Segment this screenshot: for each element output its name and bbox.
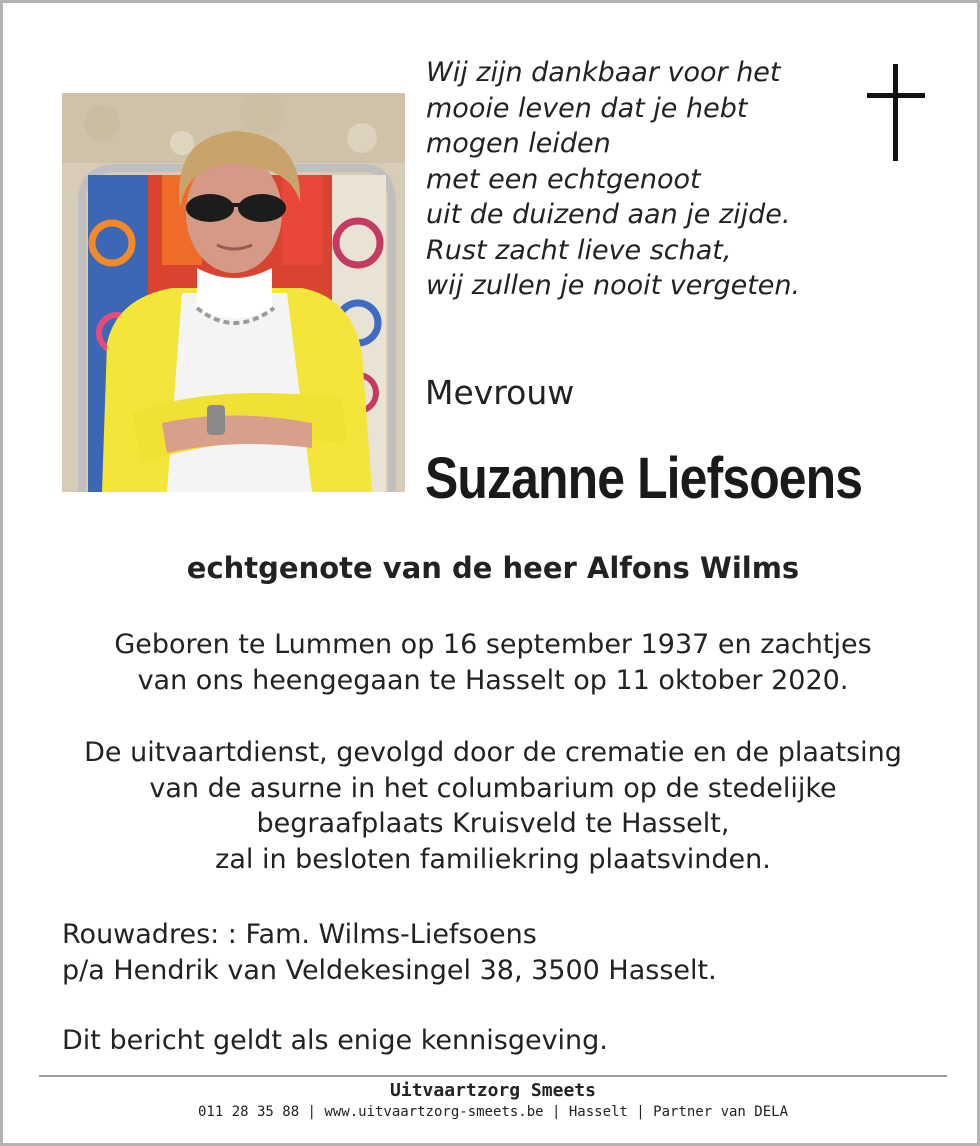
spouse-line: echtgenote van de heer Alfons Wilms (186, 551, 800, 585)
poem-line: uit de duizend aan je zijde. (426, 199, 791, 230)
poem-line: mogen leiden (426, 128, 611, 159)
mourning-address (62, 917, 717, 988)
poem-line: met een echtgenoot (426, 163, 701, 195)
divider (39, 1075, 947, 1077)
notice-text: Dit bericht geldt als enige kennisgeving. (62, 1025, 608, 1056)
address-line: Rouwadres: : Fam. Wilms-Liefsoens (62, 919, 537, 950)
service-line: De uitvaartdienst, gevolgd door de crematie en de plaatsing (84, 737, 902, 768)
memorial-poem (426, 55, 856, 304)
poem-line: Rust zacht lieve schat, (426, 234, 732, 266)
salutation: Mevrouw (425, 373, 575, 412)
cross-icon (867, 64, 925, 161)
deceased-name: Suzanne Liefsoens (425, 446, 863, 511)
portrait-photo (62, 93, 405, 492)
birth-death-info (3, 627, 980, 698)
funeral-home-contact: 011 28 35 88 | www.uitvaartzorg-smeets.be | Hasselt | Partner van DELA (197, 1104, 788, 1120)
service-line: van de asurne in het columbarium op de stedelijke (149, 772, 837, 804)
poem-line: mooie leven dat je hebt (426, 92, 748, 124)
address-line: p/a Hendrik van Veldekesingel 38, 3500 Hasselt. (62, 954, 717, 986)
poem-line: Wij zijn dankbaar voor het (426, 57, 781, 88)
birth-death-line: Geboren te Lummen op 16 september 1937 en zachtjes (114, 629, 872, 660)
service-line: begraafplaats Kruisveld te Hasselt, (256, 808, 730, 839)
service-line: zal in besloten familiekring plaatsvinden. (215, 843, 771, 875)
funeral-home-name: Uitvaartzorg Smeets (390, 1080, 596, 1101)
birth-death-line: van ons heengegaan te Hasselt op 11 oktober 2020. (137, 664, 849, 696)
service-info (3, 735, 980, 877)
poem-line: wij zullen je nooit vergeten. (426, 270, 801, 301)
